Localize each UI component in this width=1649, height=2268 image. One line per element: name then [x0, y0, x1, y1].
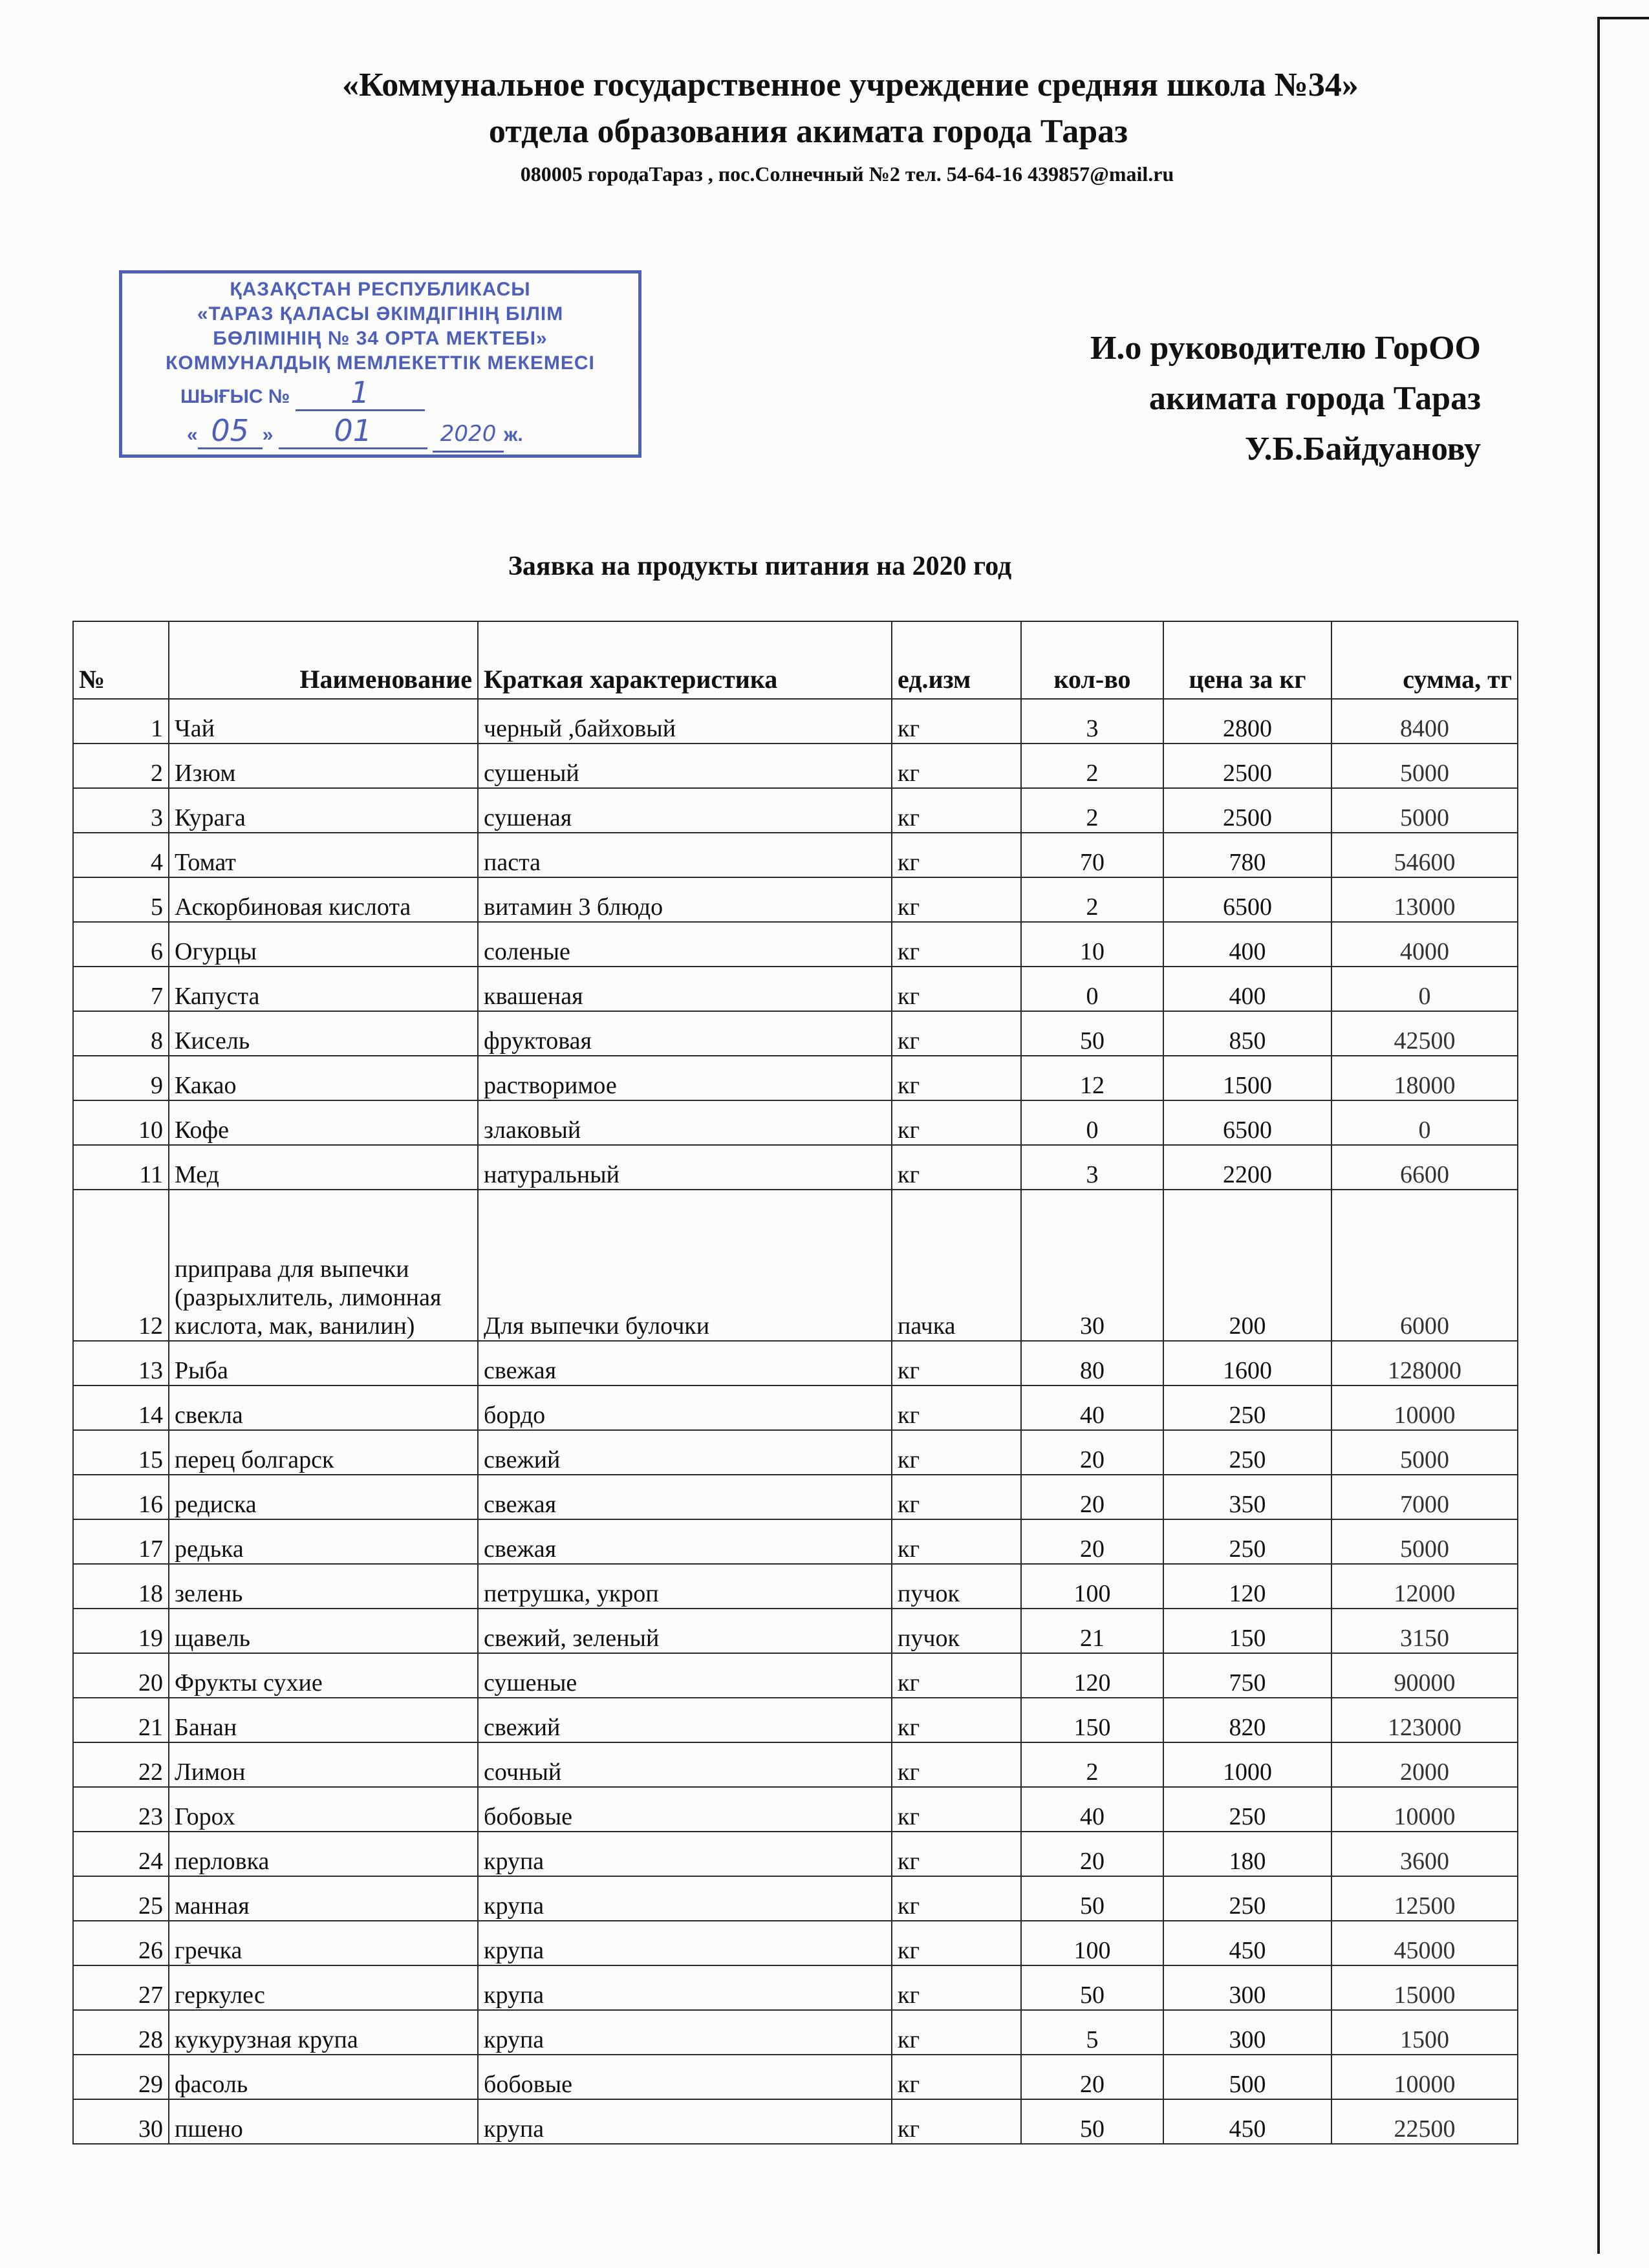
stamp-year-suffix: ж.	[504, 424, 523, 445]
product-description-cell: крупа	[478, 1832, 892, 1876]
product-description-cell: злаковый	[478, 1100, 892, 1145]
total-sum-cell: 10000	[1331, 2055, 1518, 2099]
total-sum-cell: 5000	[1331, 1519, 1518, 1564]
product-name-cell: редька	[169, 1519, 478, 1564]
product-description-cell: фруктовая	[478, 1011, 892, 1056]
product-name-cell: зелень	[169, 1564, 478, 1609]
table-row	[73, 1564, 1518, 1609]
quantity-cell: 120	[1021, 1653, 1163, 1698]
price-per-kg-cell: 1500	[1163, 1056, 1331, 1100]
row-number-cell: 21	[73, 1698, 169, 1742]
quantity-cell: 3	[1021, 699, 1163, 744]
price-per-kg-cell: 1600	[1163, 1341, 1331, 1385]
outgoing-stamp	[119, 270, 641, 458]
table-row	[73, 922, 1518, 967]
unit-of-measure-cell: кг	[892, 1385, 1021, 1430]
product-name-cell: Кисель	[169, 1011, 478, 1056]
product-name-cell: Кофе	[169, 1100, 478, 1145]
product-name-cell: Томат	[169, 833, 478, 877]
table-row	[73, 2099, 1518, 2144]
unit-of-measure-cell: кг	[892, 699, 1021, 744]
product-description-cell: растворимое	[478, 1056, 892, 1100]
product-description-cell: квашеная	[478, 967, 892, 1011]
row-number-cell: 2	[73, 744, 169, 788]
total-sum-cell: 10000	[1331, 1385, 1518, 1430]
unit-of-measure-cell: пучок	[892, 1564, 1021, 1609]
unit-of-measure-cell: кг	[892, 1475, 1021, 1519]
product-description-cell: сушеная	[478, 788, 892, 833]
price-per-kg-cell: 400	[1163, 967, 1331, 1011]
row-number-cell: 12	[73, 1190, 169, 1341]
total-sum-cell: 42500	[1331, 1011, 1518, 1056]
product-name-cell: Какао	[169, 1056, 478, 1100]
table-row	[73, 2055, 1518, 2099]
price-per-kg-cell: 750	[1163, 1653, 1331, 1698]
stamp-line: ҚАЗАҚСТАН РЕСПУБЛИКАСЫ	[230, 279, 531, 300]
quantity-cell: 21	[1021, 1609, 1163, 1653]
row-number-cell: 7	[73, 967, 169, 1011]
price-per-kg-cell: 850	[1163, 1011, 1331, 1056]
addressee-position: И.о руководителю ГорОО	[1090, 330, 1481, 367]
addressee-organization: акимата города Тараз	[1148, 380, 1481, 417]
product-name-cell: щавель	[169, 1609, 478, 1653]
quantity-cell: 100	[1021, 1921, 1163, 1965]
product-name-cell: перец болгарск	[169, 1430, 478, 1475]
unit-of-measure-cell: кг	[892, 877, 1021, 922]
unit-of-measure-cell: кг	[892, 1921, 1021, 1965]
row-number-cell: 24	[73, 1832, 169, 1876]
price-per-kg-cell: 2500	[1163, 744, 1331, 788]
product-name-cell: Курага	[169, 788, 478, 833]
price-per-kg-cell: 2500	[1163, 788, 1331, 833]
unit-of-measure-cell: кг	[892, 922, 1021, 967]
row-number-cell: 1	[73, 699, 169, 744]
table-row	[73, 1609, 1518, 1653]
products-table-body	[73, 699, 1518, 2144]
price-per-kg-cell: 500	[1163, 2055, 1331, 2099]
unit-of-measure-cell: кг	[892, 744, 1021, 788]
unit-of-measure-cell: кг	[892, 1341, 1021, 1385]
product-description-cell: бобовые	[478, 2055, 892, 2099]
quantity-cell: 20	[1021, 1832, 1163, 1876]
quantity-cell: 2	[1021, 877, 1163, 922]
product-name-cell: Горох	[169, 1787, 478, 1832]
products-table	[72, 621, 1518, 2145]
row-number-cell: 27	[73, 1965, 169, 2010]
table-row	[73, 744, 1518, 788]
product-description-cell: свежая	[478, 1475, 892, 1519]
unit-of-measure-cell: кг	[892, 1742, 1021, 1787]
row-number-cell: 30	[73, 2099, 169, 2144]
table-row	[73, 1190, 1518, 1341]
row-number-cell: 19	[73, 1609, 169, 1653]
stamp-outgoing-label: ШЫҒЫС №	[180, 386, 290, 407]
quantity-cell: 100	[1021, 1564, 1163, 1609]
table-row	[73, 788, 1518, 833]
total-sum-cell: 1500	[1331, 2010, 1518, 2055]
unit-of-measure-cell: кг	[892, 1876, 1021, 1921]
quantity-cell: 30	[1021, 1190, 1163, 1341]
row-number-cell: 18	[73, 1564, 169, 1609]
product-description-cell: крупа	[478, 1965, 892, 2010]
stamp-outgoing-number: 1	[296, 376, 425, 411]
quantity-cell: 20	[1021, 1430, 1163, 1475]
total-sum-cell: 123000	[1331, 1698, 1518, 1742]
products-table-container	[72, 621, 1517, 2145]
total-sum-cell: 13000	[1331, 877, 1518, 922]
price-per-kg-cell: 150	[1163, 1609, 1331, 1653]
row-number-cell: 10	[73, 1100, 169, 1145]
price-per-kg-cell: 300	[1163, 2010, 1331, 2055]
table-header-row	[73, 621, 1518, 699]
product-description-cell: сушеные	[478, 1653, 892, 1698]
table-row	[73, 967, 1518, 1011]
quantity-cell: 80	[1021, 1341, 1163, 1385]
unit-of-measure-cell: пучок	[892, 1609, 1021, 1653]
column-header-name: Наименование	[169, 621, 478, 699]
product-name-cell: Лимон	[169, 1742, 478, 1787]
table-row	[73, 833, 1518, 877]
total-sum-cell: 6600	[1331, 1145, 1518, 1190]
quantity-cell: 5	[1021, 2010, 1163, 2055]
table-row	[73, 1876, 1518, 1921]
price-per-kg-cell: 820	[1163, 1698, 1331, 1742]
total-sum-cell: 6000	[1331, 1190, 1518, 1341]
price-per-kg-cell: 180	[1163, 1832, 1331, 1876]
product-name-cell: приправа для выпечки (разрыхлитель, лимонная кислота, мак, ванилин)	[169, 1190, 478, 1341]
quantity-cell: 20	[1021, 1519, 1163, 1564]
row-number-cell: 17	[73, 1519, 169, 1564]
stamp-month: 01	[279, 414, 427, 449]
row-number-cell: 29	[73, 2055, 169, 2099]
unit-of-measure-cell: кг	[892, 833, 1021, 877]
price-per-kg-cell: 200	[1163, 1190, 1331, 1341]
total-sum-cell: 90000	[1331, 1653, 1518, 1698]
table-row	[73, 1921, 1518, 1965]
column-header-description: Краткая характеристика	[478, 621, 892, 699]
product-name-cell: гречка	[169, 1921, 478, 1965]
price-per-kg-cell: 300	[1163, 1965, 1331, 2010]
product-name-cell: Капуста	[169, 967, 478, 1011]
quantity-cell: 2	[1021, 744, 1163, 788]
row-number-cell: 4	[73, 833, 169, 877]
table-row	[73, 1056, 1518, 1100]
product-name-cell: пшено	[169, 2099, 478, 2144]
table-row	[73, 1787, 1518, 1832]
table-row	[73, 1100, 1518, 1145]
total-sum-cell: 5000	[1331, 744, 1518, 788]
quantity-cell: 20	[1021, 1475, 1163, 1519]
quantity-cell: 2	[1021, 1742, 1163, 1787]
product-name-cell: манная	[169, 1876, 478, 1921]
quantity-cell: 50	[1021, 2099, 1163, 2144]
total-sum-cell: 12500	[1331, 1876, 1518, 1921]
total-sum-cell: 7000	[1331, 1475, 1518, 1519]
product-description-cell: бобовые	[478, 1787, 892, 1832]
row-number-cell: 16	[73, 1475, 169, 1519]
quantity-cell: 10	[1021, 922, 1163, 967]
unit-of-measure-cell: кг	[892, 1965, 1021, 2010]
product-description-cell: паста	[478, 833, 892, 877]
total-sum-cell: 3600	[1331, 1832, 1518, 1876]
scan-border-mark	[1597, 17, 1649, 2254]
quantity-cell: 50	[1021, 1876, 1163, 1921]
addressee-person: У.Б.Байдуанову	[1245, 431, 1481, 467]
row-number-cell: 15	[73, 1430, 169, 1475]
organization-department: отдела образования акимата города Тараз	[488, 113, 1128, 150]
product-description-cell: соленые	[478, 922, 892, 967]
price-per-kg-cell: 2200	[1163, 1145, 1331, 1190]
quantity-cell: 50	[1021, 1011, 1163, 1056]
row-number-cell: 22	[73, 1742, 169, 1787]
quantity-cell: 150	[1021, 1698, 1163, 1742]
table-row	[73, 1519, 1518, 1564]
unit-of-measure-cell: кг	[892, 967, 1021, 1011]
product-description-cell: свежая	[478, 1341, 892, 1385]
quantity-cell: 3	[1021, 1145, 1163, 1190]
price-per-kg-cell: 780	[1163, 833, 1331, 877]
product-description-cell: сочный	[478, 1742, 892, 1787]
quantity-cell: 2	[1021, 788, 1163, 833]
table-row	[73, 1385, 1518, 1430]
table-row	[73, 2010, 1518, 2055]
price-per-kg-cell: 250	[1163, 1519, 1331, 1564]
stamp-date-row: « 05 » 01 2020 ж.	[122, 414, 638, 453]
unit-of-measure-cell: кг	[892, 1056, 1021, 1100]
total-sum-cell: 54600	[1331, 833, 1518, 877]
total-sum-cell: 5000	[1331, 1430, 1518, 1475]
column-header-price: цена за кг	[1163, 621, 1331, 699]
row-number-cell: 11	[73, 1145, 169, 1190]
unit-of-measure-cell: кг	[892, 1698, 1021, 1742]
product-name-cell: свекла	[169, 1385, 478, 1430]
product-description-cell: сушеный	[478, 744, 892, 788]
row-number-cell: 25	[73, 1876, 169, 1921]
table-row	[73, 1698, 1518, 1742]
product-name-cell: Рыба	[169, 1341, 478, 1385]
organization-name: «Коммунальное государственное учреждение средняя школа №34»	[342, 67, 1359, 103]
column-header-number: №	[73, 621, 169, 699]
total-sum-cell: 18000	[1331, 1056, 1518, 1100]
unit-of-measure-cell: кг	[892, 1832, 1021, 1876]
total-sum-cell: 2000	[1331, 1742, 1518, 1787]
product-description-cell: Для выпечки булочки	[478, 1190, 892, 1341]
total-sum-cell: 15000	[1331, 1965, 1518, 2010]
unit-of-measure-cell: кг	[892, 1787, 1021, 1832]
document-header	[0, 62, 1617, 193]
product-description-cell: бордо	[478, 1385, 892, 1430]
product-description-cell: свежий	[478, 1430, 892, 1475]
product-name-cell: фасоль	[169, 2055, 478, 2099]
product-name-cell: геркулес	[169, 1965, 478, 2010]
price-per-kg-cell: 1000	[1163, 1742, 1331, 1787]
table-row	[73, 877, 1518, 922]
price-per-kg-cell: 250	[1163, 1385, 1331, 1430]
quantity-cell: 70	[1021, 833, 1163, 877]
product-description-cell: крупа	[478, 1921, 892, 1965]
row-number-cell: 8	[73, 1011, 169, 1056]
quantity-cell: 50	[1021, 1965, 1163, 2010]
stamp-outgoing-row	[122, 376, 638, 414]
price-per-kg-cell: 450	[1163, 2099, 1331, 2144]
stamp-day: 05	[198, 414, 263, 449]
product-description-cell: свежая	[478, 1519, 892, 1564]
product-description-cell: свежий	[478, 1698, 892, 1742]
total-sum-cell: 8400	[1331, 699, 1518, 744]
row-number-cell: 5	[73, 877, 169, 922]
row-number-cell: 6	[73, 922, 169, 967]
row-number-cell: 23	[73, 1787, 169, 1832]
table-row	[73, 1475, 1518, 1519]
row-number-cell: 26	[73, 1921, 169, 1965]
product-description-cell: крупа	[478, 2010, 892, 2055]
price-per-kg-cell: 250	[1163, 1787, 1331, 1832]
total-sum-cell: 3150	[1331, 1609, 1518, 1653]
price-per-kg-cell: 120	[1163, 1564, 1331, 1609]
table-row	[73, 1742, 1518, 1787]
price-per-kg-cell: 400	[1163, 922, 1331, 967]
organization-contacts: 080005 городаТараз , пос.Солнечный №2 тел. 54-64-16 439857@mail.ru	[520, 162, 1174, 186]
product-description-cell: черный ,байховый	[478, 699, 892, 744]
unit-of-measure-cell: кг	[892, 1430, 1021, 1475]
table-row	[73, 1145, 1518, 1190]
product-name-cell: Изюм	[169, 744, 478, 788]
total-sum-cell: 10000	[1331, 1787, 1518, 1832]
price-per-kg-cell: 450	[1163, 1921, 1331, 1965]
column-header-sum: сумма, тг	[1331, 621, 1518, 699]
total-sum-cell: 0	[1331, 1100, 1518, 1145]
product-name-cell: Чай	[169, 699, 478, 744]
total-sum-cell: 22500	[1331, 2099, 1518, 2144]
unit-of-measure-cell: кг	[892, 2055, 1021, 2099]
quantity-cell: 0	[1021, 967, 1163, 1011]
product-description-cell: крупа	[478, 2099, 892, 2144]
price-per-kg-cell: 250	[1163, 1876, 1331, 1921]
unit-of-measure-cell: кг	[892, 1011, 1021, 1056]
table-row	[73, 1965, 1518, 2010]
price-per-kg-cell: 6500	[1163, 1100, 1331, 1145]
row-number-cell: 9	[73, 1056, 169, 1100]
row-number-cell: 14	[73, 1385, 169, 1430]
unit-of-measure-cell: кг	[892, 1145, 1021, 1190]
total-sum-cell: 12000	[1331, 1564, 1518, 1609]
stamp-line: КОММУНАЛДЫҚ МЕМЛЕКЕТТІК МЕКЕМЕСІ	[166, 352, 595, 374]
product-name-cell: Аскорбиновая кислота	[169, 877, 478, 922]
quantity-cell: 20	[1021, 2055, 1163, 2099]
stamp-line: «ТАРАЗ ҚАЛАСЫ ӘКІМДІГІНІҢ БІЛІМ	[197, 303, 564, 325]
table-row	[73, 1653, 1518, 1698]
addressee-block	[1090, 323, 1481, 475]
row-number-cell: 28	[73, 2010, 169, 2055]
product-name-cell: редиска	[169, 1475, 478, 1519]
quantity-cell: 12	[1021, 1056, 1163, 1100]
price-per-kg-cell: 6500	[1163, 877, 1331, 922]
product-name-cell: Мед	[169, 1145, 478, 1190]
product-name-cell: Огурцы	[169, 922, 478, 967]
total-sum-cell: 4000	[1331, 922, 1518, 967]
product-description-cell: витамин 3 блюдо	[478, 877, 892, 922]
table-row	[73, 1341, 1518, 1385]
unit-of-measure-cell: кг	[892, 1653, 1021, 1698]
column-header-quantity: кол-во	[1021, 621, 1163, 699]
stamp-year: 2020	[433, 417, 504, 453]
quantity-cell: 40	[1021, 1385, 1163, 1430]
quantity-cell: 0	[1021, 1100, 1163, 1145]
total-sum-cell: 5000	[1331, 788, 1518, 833]
product-name-cell: перловка	[169, 1832, 478, 1876]
table-row	[73, 1011, 1518, 1056]
price-per-kg-cell: 250	[1163, 1430, 1331, 1475]
stamp-line: БӨЛІМІНІҢ № 34 ОРТА МЕКТЕБІ»	[213, 328, 548, 349]
product-description-cell: петрушка, укроп	[478, 1564, 892, 1609]
product-name-cell: Банан	[169, 1698, 478, 1742]
product-description-cell: крупа	[478, 1876, 892, 1921]
product-name-cell: кукурузная крупа	[169, 2010, 478, 2055]
document-title: Заявка на продукты питания на 2020 год	[508, 551, 1012, 581]
column-header-unit: ед.изм	[892, 621, 1021, 699]
quantity-cell: 40	[1021, 1787, 1163, 1832]
unit-of-measure-cell: кг	[892, 788, 1021, 833]
product-description-cell: свежий, зеленый	[478, 1609, 892, 1653]
product-description-cell: натуральный	[478, 1145, 892, 1190]
total-sum-cell: 45000	[1331, 1921, 1518, 1965]
unit-of-measure-cell: кг	[892, 1100, 1021, 1145]
product-name-cell: Фрукты сухие	[169, 1653, 478, 1698]
price-per-kg-cell: 350	[1163, 1475, 1331, 1519]
price-per-kg-cell: 2800	[1163, 699, 1331, 744]
unit-of-measure-cell: кг	[892, 2099, 1021, 2144]
row-number-cell: 13	[73, 1341, 169, 1385]
table-row	[73, 1430, 1518, 1475]
unit-of-measure-cell: кг	[892, 2010, 1021, 2055]
table-row	[73, 699, 1518, 744]
unit-of-measure-cell: кг	[892, 1519, 1021, 1564]
total-sum-cell: 128000	[1331, 1341, 1518, 1385]
table-row	[73, 1832, 1518, 1876]
unit-of-measure-cell: пачка	[892, 1190, 1021, 1341]
row-number-cell: 20	[73, 1653, 169, 1698]
total-sum-cell: 0	[1331, 967, 1518, 1011]
row-number-cell: 3	[73, 788, 169, 833]
